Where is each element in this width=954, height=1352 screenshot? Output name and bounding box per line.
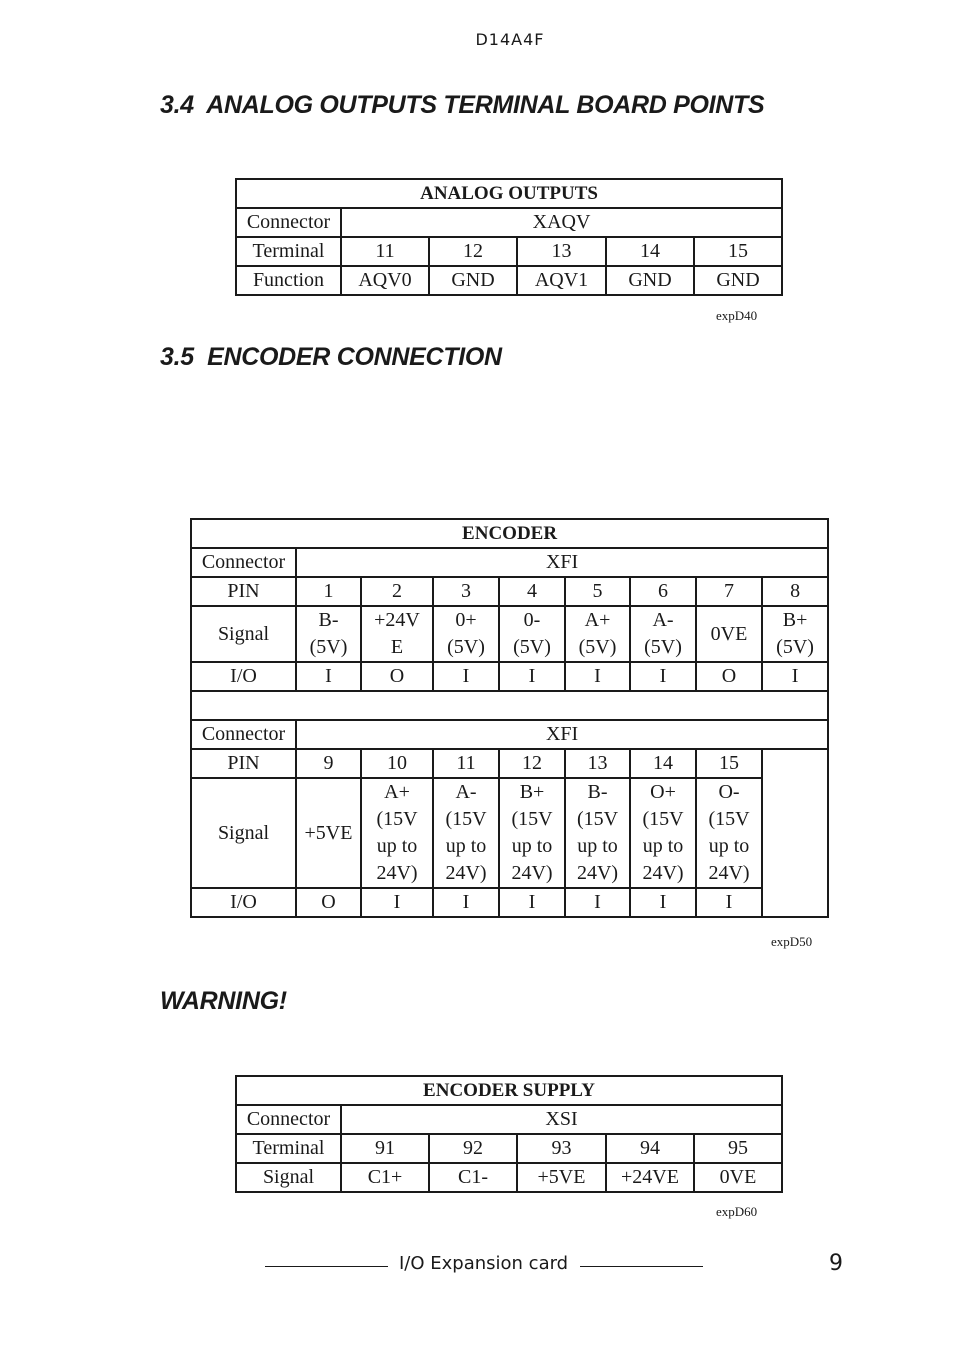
io-cell: I xyxy=(762,662,828,691)
figure-id: expD40 xyxy=(716,308,758,323)
pin-cell: 5 xyxy=(565,577,630,606)
signal-line: B- xyxy=(318,609,339,631)
table-cell: 0VE xyxy=(694,1163,782,1192)
io-cell: I xyxy=(296,662,361,691)
pin-cell: 6 xyxy=(630,577,696,606)
encoder-table xyxy=(190,518,829,918)
io-cell: I xyxy=(433,888,499,917)
signal-line: 24V) xyxy=(576,862,619,884)
signal-line: up to xyxy=(376,835,418,857)
table-cell: 12 xyxy=(429,237,517,266)
table-row xyxy=(191,720,828,749)
table-row xyxy=(191,662,828,691)
row-label: Terminal xyxy=(236,1134,341,1163)
io-cell: I xyxy=(630,888,696,917)
signal-cell xyxy=(296,606,361,662)
signal-cell xyxy=(296,778,361,888)
warning-heading: WARNING! xyxy=(160,987,287,1015)
pin-cell: 3 xyxy=(433,577,499,606)
pin-cell: 15 xyxy=(696,749,762,778)
pin-cell: 8 xyxy=(762,577,828,606)
table-row xyxy=(191,888,828,917)
footer-title: I/O Expansion card xyxy=(399,1253,569,1274)
row-label: Terminal xyxy=(236,237,341,266)
io-cell: I xyxy=(499,662,565,691)
signal-cell xyxy=(696,606,762,662)
table-row xyxy=(191,606,828,662)
row-label: I/O xyxy=(191,888,296,917)
row-label: Connector xyxy=(191,548,296,577)
row-label: Connector xyxy=(236,208,341,237)
signal-line: B+ xyxy=(519,781,545,803)
signal-line: O- xyxy=(718,781,740,803)
signal-line: O+ xyxy=(650,781,676,803)
signal-cell xyxy=(630,778,696,888)
signal-line: 24V) xyxy=(511,862,553,884)
signal-line: up to xyxy=(445,835,487,857)
signal-cell xyxy=(433,778,499,888)
pin-cell: 10 xyxy=(361,749,433,778)
table-cell: 94 xyxy=(606,1134,694,1163)
pin-cell: 14 xyxy=(630,749,696,778)
io-cell: I xyxy=(361,888,433,917)
pin-cell: 1 xyxy=(296,577,361,606)
signal-line: A+ xyxy=(584,609,611,631)
table-row xyxy=(191,577,828,606)
signal-line: E xyxy=(390,636,404,658)
page-number: 9 xyxy=(829,1251,843,1276)
signal-line: B- xyxy=(587,781,608,803)
signal-cell xyxy=(361,778,433,888)
row-label: PIN xyxy=(191,749,296,778)
signal-line: (5V) xyxy=(309,636,348,658)
signal-line: B+ xyxy=(782,609,808,631)
table-cell: 91 xyxy=(341,1134,429,1163)
signal-line: up to xyxy=(511,835,553,857)
table-cell: 14 xyxy=(606,237,694,266)
table-cell: GND xyxy=(429,266,517,295)
io-cell: I xyxy=(433,662,499,691)
table-cell: AQV1 xyxy=(517,266,606,295)
row-label: Connector xyxy=(191,720,296,749)
signal-line: (15V xyxy=(642,808,684,830)
table-cell: AQV0 xyxy=(341,266,429,295)
section-heading-analog-outputs: 3.4 ANALOG OUTPUTS TERMINAL BOARD POINTS xyxy=(160,91,765,119)
signal-line: 0- xyxy=(523,609,541,631)
table-row xyxy=(236,1134,782,1163)
signal-cell xyxy=(361,606,433,662)
signal-line: (5V) xyxy=(644,636,682,658)
connector-value: XFI xyxy=(296,720,828,749)
empty-cell xyxy=(191,691,828,720)
table-cell: 13 xyxy=(517,237,606,266)
signal-cell xyxy=(565,606,630,662)
row-label: Function xyxy=(236,266,341,295)
table-row xyxy=(236,1163,782,1192)
table-row xyxy=(191,778,828,888)
table-row xyxy=(236,1076,782,1105)
table-title: ANALOG OUTPUTS xyxy=(236,179,782,208)
signal-line: (15V xyxy=(376,808,418,830)
table-cell: C1- xyxy=(429,1163,517,1192)
signal-cell xyxy=(499,606,565,662)
signal-line: 24V) xyxy=(445,862,487,884)
table-cell: 92 xyxy=(429,1134,517,1163)
signal-line: 0+ xyxy=(455,609,477,631)
signal-line: (15V xyxy=(445,808,487,830)
table-title: ENCODER xyxy=(191,519,828,548)
table-cell: 11 xyxy=(341,237,429,266)
signal-line: 24V) xyxy=(642,862,684,884)
signal-line: +24V xyxy=(374,609,420,631)
table-cell: 15 xyxy=(694,237,782,266)
pin-cell: 4 xyxy=(499,577,565,606)
signal-line: 0VE xyxy=(710,622,748,645)
table-cell: GND xyxy=(606,266,694,295)
signal-line: A- xyxy=(455,781,477,803)
signal-cell xyxy=(630,606,696,662)
signal-cell xyxy=(433,606,499,662)
row-label: Signal xyxy=(191,606,296,662)
signal-line: (15V xyxy=(511,808,553,830)
footer-rule xyxy=(265,1266,388,1267)
section-heading-encoder-connection: 3.5 ENCODER CONNECTION xyxy=(160,343,502,371)
signal-line: A- xyxy=(652,609,674,631)
encoder-supply-table xyxy=(235,1075,783,1193)
row-label: Signal xyxy=(191,778,296,888)
signal-cell xyxy=(499,778,565,888)
io-cell: I xyxy=(499,888,565,917)
signal-line: 24V) xyxy=(376,862,418,884)
signal-line: up to xyxy=(708,835,750,857)
signal-cell xyxy=(696,778,762,888)
signal-line: up to xyxy=(642,835,684,857)
document-code: D14A4F xyxy=(475,30,545,49)
connector-value: XSI xyxy=(341,1105,782,1134)
row-label: Signal xyxy=(236,1163,341,1192)
row-label: I/O xyxy=(191,662,296,691)
table-cell: 95 xyxy=(694,1134,782,1163)
signal-line: A+ xyxy=(384,781,410,803)
io-cell: O xyxy=(296,888,361,917)
table-row xyxy=(191,519,828,548)
table-row xyxy=(236,1105,782,1134)
analog-outputs-table xyxy=(235,178,783,296)
empty-cell xyxy=(762,749,828,917)
table-spacer-row xyxy=(191,691,828,720)
connector-value: XFI xyxy=(296,548,828,577)
table-cell: +5VE xyxy=(517,1163,606,1192)
pin-cell: 7 xyxy=(696,577,762,606)
table-cell: +24VE xyxy=(606,1163,694,1192)
signal-line: +5VE xyxy=(304,821,353,844)
io-cell: O xyxy=(696,662,762,691)
pin-cell: 11 xyxy=(433,749,499,778)
signal-line: 24V) xyxy=(708,862,750,884)
pin-cell: 13 xyxy=(565,749,630,778)
table-cell: C1+ xyxy=(341,1163,429,1192)
signal-line: up to xyxy=(577,835,618,857)
table-row xyxy=(191,749,828,778)
table-cell: 93 xyxy=(517,1134,606,1163)
signal-cell xyxy=(565,778,630,888)
table-cell: GND xyxy=(694,266,782,295)
signal-line: (5V) xyxy=(447,636,485,658)
connector-value: XAQV xyxy=(341,208,782,237)
footer-rule xyxy=(580,1266,703,1267)
figure-id: expD50 xyxy=(771,934,813,949)
io-cell: I xyxy=(565,662,630,691)
io-cell: I xyxy=(630,662,696,691)
table-row xyxy=(236,266,782,295)
io-cell: I xyxy=(565,888,630,917)
signal-line: (5V) xyxy=(578,636,617,658)
table-title: ENCODER SUPPLY xyxy=(236,1076,782,1105)
figure-id: expD60 xyxy=(716,1204,758,1219)
signal-line: (5V) xyxy=(776,636,814,658)
table-row xyxy=(236,208,782,237)
table-row xyxy=(191,548,828,577)
pin-cell: 12 xyxy=(499,749,565,778)
io-cell: O xyxy=(361,662,433,691)
pin-cell: 9 xyxy=(296,749,361,778)
signal-cell xyxy=(762,606,828,662)
signal-line: (5V) xyxy=(513,636,551,658)
row-label: PIN xyxy=(191,577,296,606)
table-row xyxy=(236,179,782,208)
signal-line: (15V xyxy=(576,808,619,830)
pin-cell: 2 xyxy=(361,577,433,606)
table-row xyxy=(236,237,782,266)
row-label: Connector xyxy=(236,1105,341,1134)
signal-line: (15V xyxy=(708,808,750,830)
io-cell: I xyxy=(696,888,762,917)
